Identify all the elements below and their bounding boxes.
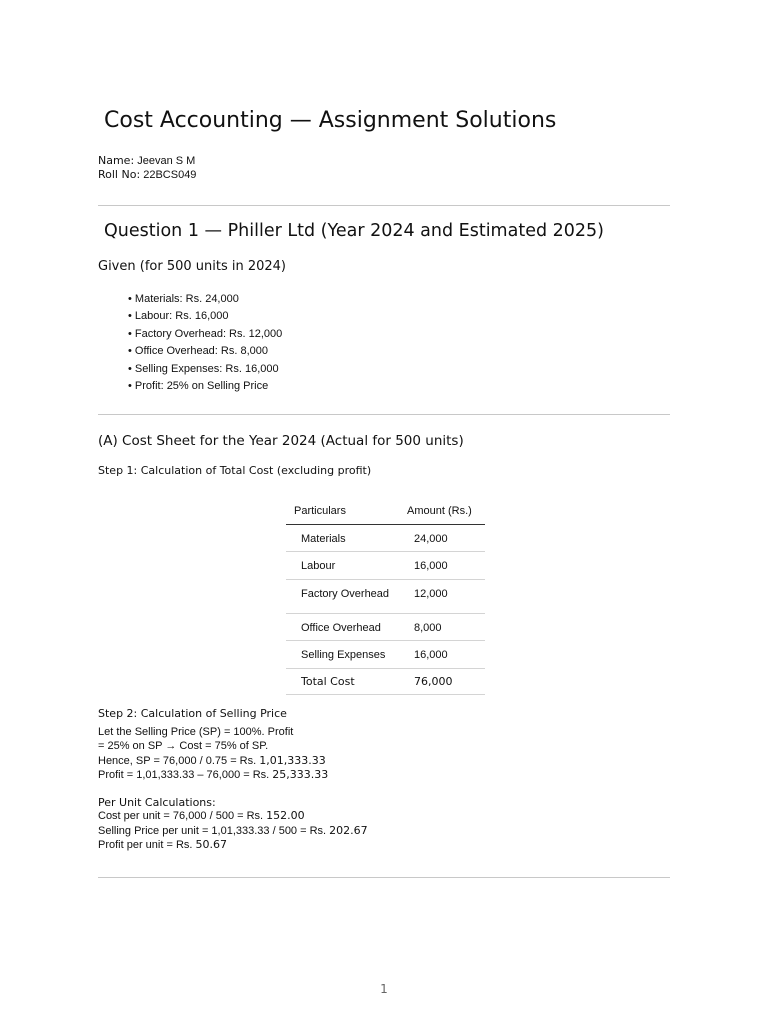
per-unit-calculations xyxy=(98,796,368,852)
text-line xyxy=(98,768,328,782)
cell-particular: Materials xyxy=(301,533,346,545)
roll-label: Roll No: xyxy=(98,168,141,181)
student-name-line xyxy=(98,154,195,168)
column-header-amount: Amount (Rs.) xyxy=(407,505,472,517)
cell-particular: Labour xyxy=(301,560,336,572)
cell-amount: 24,000 xyxy=(414,533,448,545)
text-line xyxy=(98,725,328,739)
line-value: 50.67 xyxy=(195,837,228,851)
cell-amount: 76,000 xyxy=(414,675,453,688)
table-header xyxy=(286,497,485,525)
line-text: Hence, SP = 76,000 / 0.75 = Rs. xyxy=(98,754,260,767)
cell-particular: Factory Overhead xyxy=(301,588,390,600)
table-row xyxy=(286,552,485,580)
line-text: Profit = 1,01,333.33 – 76,000 = Rs. xyxy=(98,768,273,781)
table-row xyxy=(286,525,485,552)
divider xyxy=(98,877,670,878)
text-line xyxy=(98,809,368,823)
line-value: 202.67 xyxy=(329,823,368,837)
cell-amount: 8,000 xyxy=(414,622,442,634)
list-item: • Office Overhead: Rs. 8,000 xyxy=(128,345,268,358)
question-1-heading: Question 1 — Philler Ltd (Year 2024 and Estimated 2025) xyxy=(104,221,604,241)
line-text: Selling Price per unit = 1,01,333.33 / 500 = Rs. xyxy=(98,824,330,837)
line-value: 25,333.33 xyxy=(272,767,329,781)
section-a-heading: (A) Cost Sheet for the Year 2024 (Actual for 500 units) xyxy=(98,433,464,449)
step-2-explanation xyxy=(98,725,328,782)
list-item: • Labour: Rs. 16,000 xyxy=(128,310,229,323)
name-label: Name: xyxy=(98,154,135,167)
table-row xyxy=(286,580,485,614)
cell-amount: 12,000 xyxy=(414,588,448,600)
line-text: Let the Selling Price (SP) = 100%. Profit xyxy=(98,726,294,738)
text-line xyxy=(98,739,328,753)
column-header-particulars: Particulars xyxy=(294,505,346,517)
text-line xyxy=(98,754,328,768)
text-line xyxy=(98,824,368,838)
step-1-heading: Step 1: Calculation of Total Cost (excluding profit) xyxy=(98,464,372,477)
line-text: Cost per unit = 76,000 / 500 = Rs. xyxy=(98,810,267,823)
document-title: Cost Accounting — Assignment Solutions xyxy=(104,108,557,133)
line-text: Profit per unit = Rs. xyxy=(98,838,196,851)
cell-particular: Office Overhead xyxy=(301,622,381,634)
list-item: • Materials: Rs. 24,000 xyxy=(128,293,239,305)
text-line xyxy=(98,838,368,852)
list-item: • Factory Overhead: Rs. 12,000 xyxy=(128,327,283,340)
page-number: 1 xyxy=(380,982,388,996)
table-row xyxy=(286,641,485,669)
roll-number: 22BCS049 xyxy=(143,169,197,181)
line-value: 152.00 xyxy=(266,809,305,823)
cost-sheet-table xyxy=(286,497,485,695)
line-text: = 25% on SP → Cost = 75% of SP. xyxy=(98,740,269,753)
divider xyxy=(98,414,670,415)
cell-amount: 16,000 xyxy=(414,649,448,661)
cell-particular: Total Cost xyxy=(301,675,355,688)
line-value: 1,01,333.33 xyxy=(259,753,326,767)
step-2-heading: Step 2: Calculation of Selling Price xyxy=(98,707,287,720)
table-row xyxy=(286,614,485,641)
given-heading: Given (for 500 units in 2024) xyxy=(98,259,287,274)
cell-particular: Selling Expenses xyxy=(301,649,386,661)
student-name: Jeevan S M xyxy=(137,155,196,167)
list-item: • Selling Expenses: Rs. 16,000 xyxy=(128,362,279,375)
cell-amount: 16,000 xyxy=(414,560,448,572)
list-item: • Profit: 25% on Selling Price xyxy=(128,380,269,393)
per-unit-heading: Per Unit Calculations: xyxy=(98,796,216,809)
table-total-row xyxy=(286,669,485,695)
divider xyxy=(98,205,670,206)
given-list xyxy=(128,291,282,395)
roll-number-line xyxy=(98,168,196,182)
